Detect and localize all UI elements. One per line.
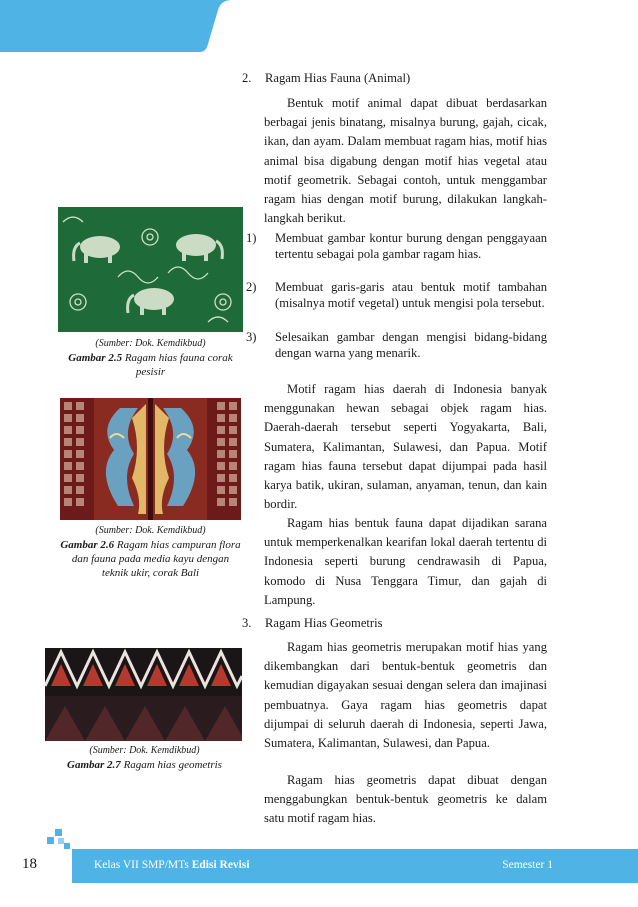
figure-2-7-caption — [52, 744, 237, 772]
section-2-intro: Bentuk motif animal dapat dibuat berdasarkan berbagai jenis binatang, misalnya burung, gajah, cicak, ikan, dan ayam. Dalam membuat ragam hias, motif hias animal bisa digabung dengan motif hias vegetal atau motif geometrik. Sebagai contoh, untuk menggambar ragam hias dengan motif burung, dilakukan langkah-langkah berikut. — [264, 96, 547, 226]
page-footer — [0, 849, 638, 883]
section-3-paragraph-1: Ragam hias geometris merupakan motif hias yang dikembangkan dari bentuk-bentuk geometris dan kemudian digayakan sesuai dengan selera dan imajinasi pembuatnya. Gaya ragam hias geometris dapat dijumpai di seluruh daerah di Indonesia, seperti Jawa, Sumatera, Kalimantan, Sulawesi, dan Papua. — [264, 640, 547, 751]
section-2-title: Ragam Hias Fauna (Animal) — [265, 71, 411, 85]
header-banner — [0, 0, 638, 52]
step-1-text: Membuat gambar kontur burung dengan penggayaan tertentu sebagai pola gambar ragam hias. — [275, 231, 547, 261]
figure-2-7-label: Gambar 2.7 — [67, 759, 121, 771]
section-2-number: 2. — [242, 71, 252, 85]
step-3-number: 3) — [246, 330, 257, 344]
figure-2-5-source: (Sumber: Dok. Kemdikbud) — [95, 338, 206, 349]
section-3-number: 3. — [242, 616, 252, 630]
page-number: 18 — [22, 856, 37, 872]
section-3-paragraph-2: Ragam hias geometris dapat dibuat dengan menggabungkan bentuk-bentuk geometris ke dalam satu motif ragam hias. — [264, 773, 547, 826]
header-banner-shape — [0, 0, 638, 52]
figure-2-7-image — [45, 648, 242, 741]
step-2-text: Membuat garis-garis atau bentuk motif tambahan (misalnya motif vegetal) untuk mengisi pola tersebut. — [275, 280, 547, 310]
footer-book: Kelas VII SMP/MTs — [94, 859, 189, 871]
footer-semester: Semester 1 — [502, 859, 553, 871]
figure-2-6-image — [60, 398, 241, 520]
figure-2-6-text: Ragam hias campuran flora dan fauna pada media kayu dengan teknik ukir, corak Bali — [71, 539, 241, 579]
section-2-paragraph-3: Ragam hias bentuk fauna dapat dijadikan sarana untuk memperkenalkan kearifan lokal daerah tertentu di Indonesia seperti burung cendrawasih di Papua, komodo di Nusa Tenggara Timur, dan gajah di Lampung. — [264, 516, 547, 607]
figure-2-6-source: (Sumber: Dok. Kemdikbud) — [95, 525, 206, 536]
figure-2-6-caption — [58, 524, 243, 580]
footer-book-title — [94, 859, 250, 871]
figure-2-5-caption — [58, 337, 243, 379]
step-3-text: Selesaikan gambar dengan mengisi bidang-bidang dengan warna yang menarik. — [275, 330, 547, 360]
decor-square — [47, 837, 54, 844]
figure-2-6-label: Gambar 2.6 — [60, 539, 115, 551]
figure-2-5-text: Ragam hias fauna corak pesisir — [124, 352, 233, 378]
decor-square — [55, 829, 62, 836]
section-3-title: Ragam Hias Geometris — [265, 616, 383, 630]
figure-2-5-image — [58, 207, 243, 332]
step-2-number: 2) — [246, 280, 257, 294]
section-2-paragraph-2: Motif ragam hias daerah di Indonesia banyak menggunakan hewan sebagai objek ragam hias. Daerah-daerah tersebut seperti Yogyakarta, Bali, Sumatera, Kalimantan, Sulawesi, dan Papua. Motif ragam hias fauna tersebut dapat dijumpai pada hasil karya batik, ukiran, sulaman, anyaman, tenun, dan kain bordir. — [264, 382, 547, 512]
step-1-number: 1) — [246, 231, 257, 245]
figure-2-7-source: (Sumber: Dok. Kemdikbud) — [89, 745, 200, 756]
figure-2-7-text: Ragam hias geometris — [123, 759, 222, 771]
footer-edition: Edisi Revisi — [191, 859, 250, 871]
figure-2-5-label: Gambar 2.5 — [68, 352, 123, 364]
